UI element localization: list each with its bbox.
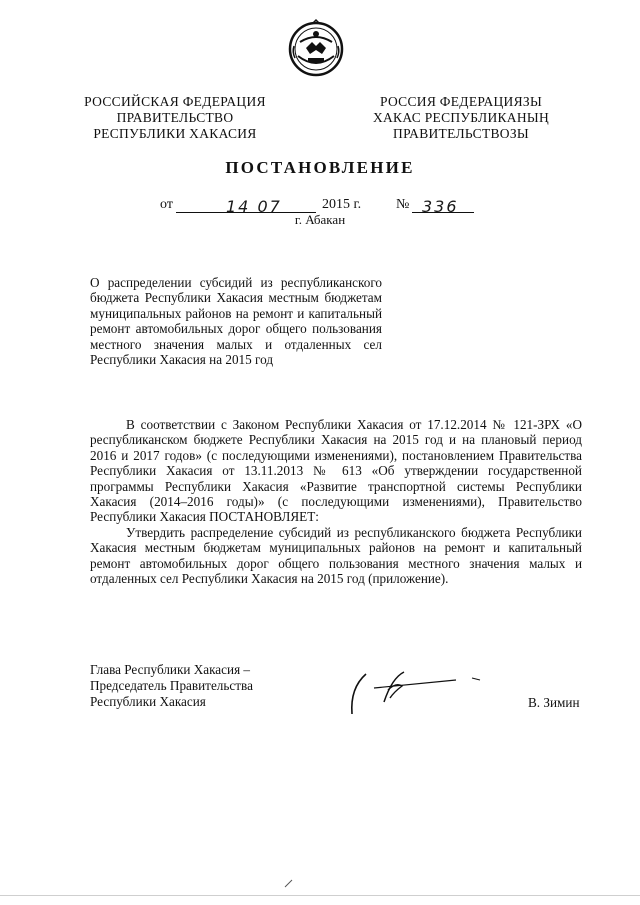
- handwritten-signature-icon: [344, 668, 494, 728]
- page-bottom-border: [0, 895, 640, 896]
- signatory-position-line: Республики Хакасия: [90, 694, 206, 709]
- header-right-line: ХАКАС РЕСПУБЛИКАНЫҢ: [372, 110, 550, 125]
- coat-of-arms-icon: [286, 18, 346, 78]
- signatory-position-line: Глава Республики Хакасия –: [90, 662, 251, 677]
- city-name: г. Абакан: [294, 212, 346, 227]
- signatory-position: [90, 662, 253, 710]
- body-paragraph: Утвердить распределение субсидий из республиканского бюджета Республики Хакасия местным бюджетам муниципальных районов на ремонт и капитальный ремонт автомобильных дорог общего пользования местного значения малых и отдаленных сел Республики Хакасия на 2015 год (приложение).: [90, 524, 582, 587]
- document-body: [90, 417, 582, 586]
- header-left-line: РЕСПУБЛИКИ ХАКАСИЯ: [93, 126, 257, 141]
- body-paragraph: В соответствии с Законом Республики Хакасия от 17.12.2014 № 121-ЗРХ «О республиканском бюджете Республики Хакасия на 2015 год и на плановый период 2016 и 2017 годов» (с последующими изменениями), постановлением Правительства Республики Хакасия от 13.11.2013 № 613 «Об утверждении государственной программы Республики Хакасия «Развитие транспортной системы Республики Хакасия (2014–2016 годы)» (с последующими изменениями), Правительство Республики Хакасия ПОСТАНОВЛЯЕТ:: [90, 417, 582, 525]
- handwritten-number: 336: [422, 197, 459, 216]
- header-right-block: [352, 94, 570, 142]
- document-subject: О распределении субсидий из республиканского бюджета Республики Хакасия местным бюджетам муниципальных районов на ремонт и капитальный ремонт автомобильных дорог общего пользования местного значения малых и отдаленных сел Республики Хакасия на 2015 год: [90, 275, 382, 368]
- header-left-block: [70, 94, 280, 142]
- number-sign: №: [396, 197, 410, 212]
- document-title: ПОСТАНОВЛЕНИЕ: [225, 158, 415, 177]
- header-left-line: РОССИЙСКАЯ ФЕДЕРАЦИЯ: [84, 94, 266, 109]
- signatory-position-line: Председатель Правительства: [90, 678, 253, 693]
- date-year: 2015 г.: [322, 197, 362, 212]
- header-right-line: РОССИЯ ФЕДЕРАЦИЯЗЫ: [379, 94, 543, 109]
- header-left-line: ПРАВИТЕЛЬСТВО: [116, 110, 234, 125]
- header-right-line: ПРАВИТЕЛЬСТВОЗЫ: [393, 126, 529, 141]
- stray-mark-icon: [282, 876, 296, 890]
- date-prefix: от: [160, 197, 173, 212]
- signatory-name: В. Зимин: [528, 695, 580, 710]
- handwritten-date: 14 07: [226, 197, 282, 216]
